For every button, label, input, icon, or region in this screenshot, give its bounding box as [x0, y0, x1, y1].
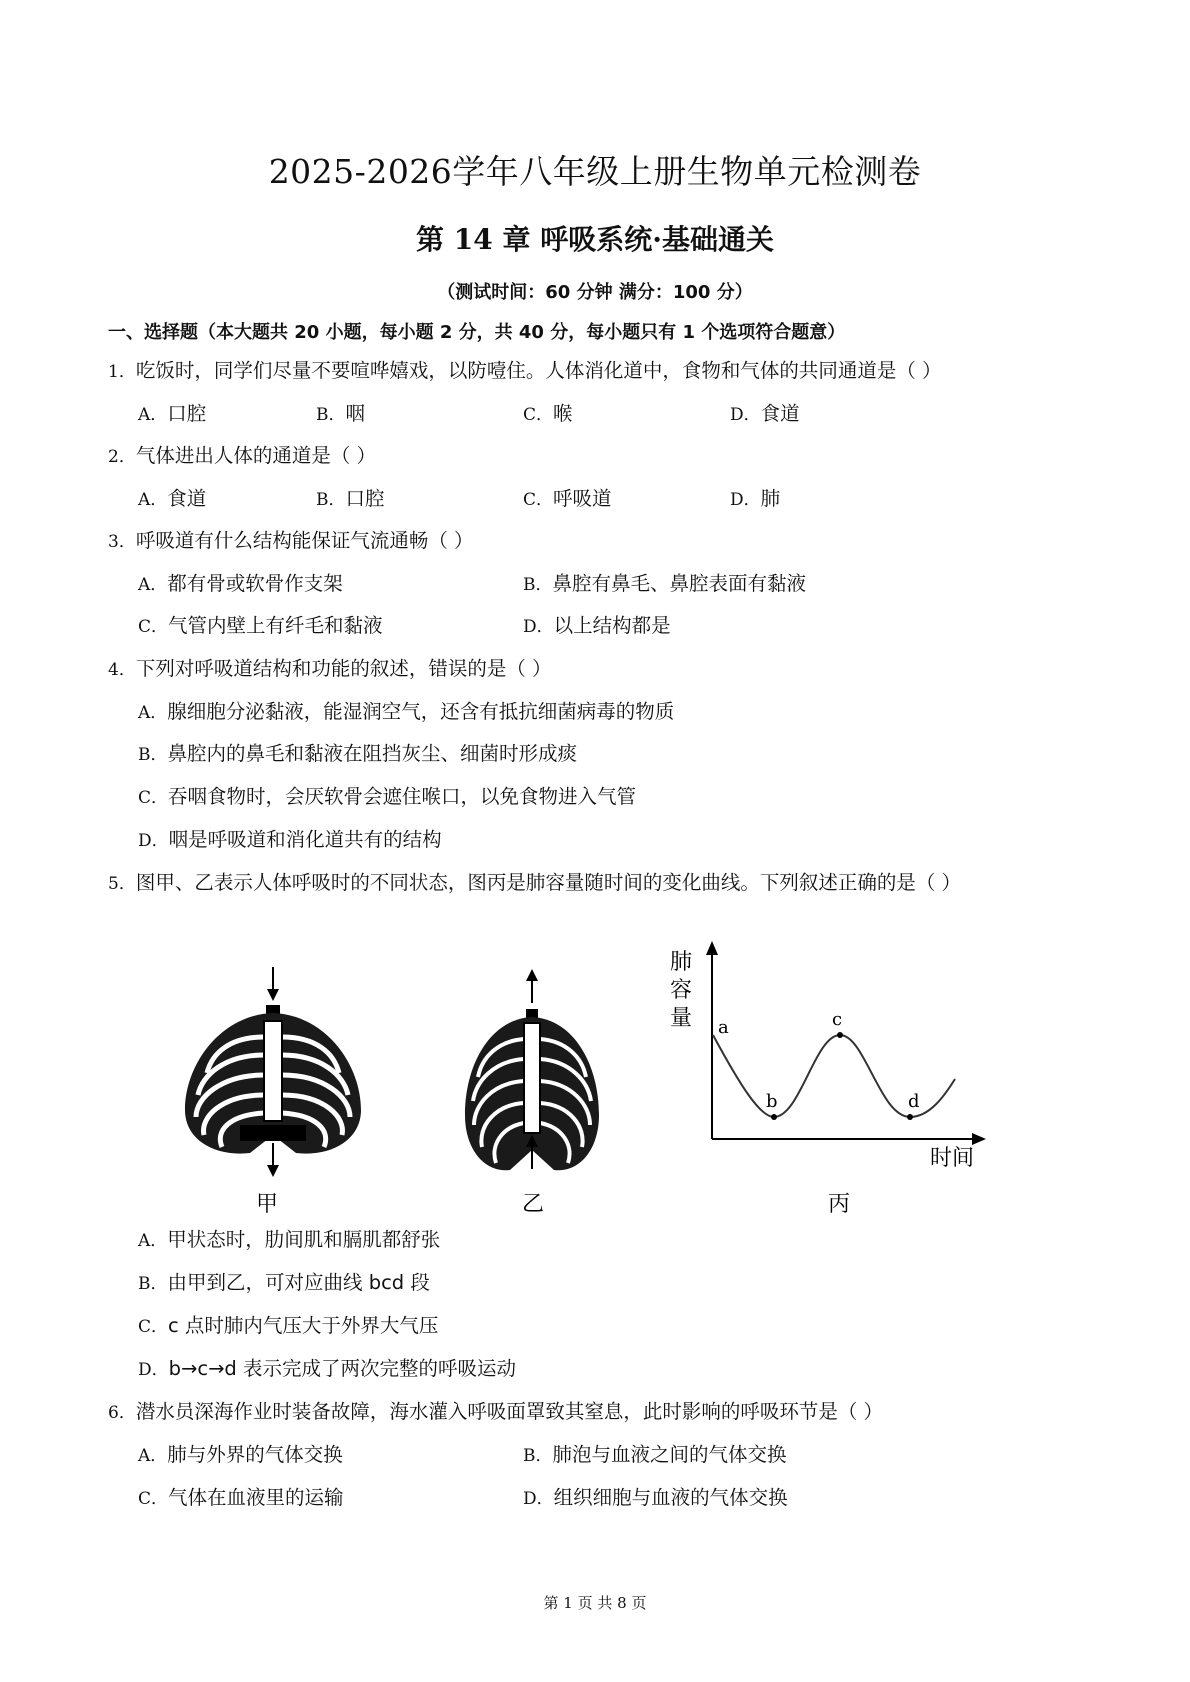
question-text: 吃饭时，同学们尽量不要喧哗嬉戏，以防噎住。人体消化道中，食物和气体的共同通道是（ ）: [135, 359, 942, 382]
ribcage-yi: [465, 969, 599, 1170]
option-letter: B．: [138, 1274, 168, 1294]
option-4d[interactable]: [138, 824, 442, 852]
option-text: 口腔: [345, 487, 385, 510]
exam-meta: （测试时间：60 分钟 满分：100 分）: [437, 282, 753, 303]
label-jia: 甲: [256, 1192, 279, 1215]
option-text: 肺: [760, 487, 781, 510]
option-3b[interactable]: [523, 568, 806, 596]
point-label-b: b: [766, 1091, 778, 1112]
question-1: [108, 355, 942, 383]
label-bing: 丙: [828, 1192, 851, 1215]
option-text: 食道: [167, 487, 207, 510]
option-letter: C．: [138, 788, 169, 808]
option-1a[interactable]: [138, 398, 206, 426]
y-axis-label-3: 量: [670, 1006, 693, 1031]
question-number: 2．: [108, 447, 136, 467]
option-letter: A．: [138, 1446, 168, 1466]
y-axis-label-1: 肺: [670, 950, 693, 975]
option-text: 咽: [345, 402, 366, 425]
point-label-a: a: [718, 1017, 729, 1038]
option-text: 喉: [553, 402, 573, 425]
option-text: 组织细胞与血液的气体交换: [553, 1486, 788, 1509]
question-number: 1．: [108, 362, 136, 382]
question-number: 5．: [108, 874, 136, 894]
option-letter: A．: [138, 1231, 168, 1251]
option-letter: B．: [523, 1446, 553, 1466]
option-text: 鼻腔内的鼻毛和黏液在阻挡灰尘、细菌时形成痰: [167, 742, 578, 765]
option-text: 都有骨或软骨作支架: [167, 572, 343, 595]
option-4c[interactable]: [138, 781, 636, 809]
option-letter: D．: [523, 1489, 554, 1509]
option-3a[interactable]: [138, 568, 343, 596]
option-6a[interactable]: [138, 1439, 343, 1467]
option-2c[interactable]: [523, 483, 612, 511]
option-5b[interactable]: [138, 1267, 430, 1295]
option-5a[interactable]: [138, 1224, 440, 1252]
arrowhead-down-bottom: [267, 1165, 279, 1177]
point-c: [837, 1032, 843, 1038]
x-axis-label: 时间: [930, 1146, 975, 1171]
option-text: c 点时肺内气压大于外界大气压: [168, 1314, 439, 1337]
question-text: 呼吸道有什么结构能保证气流通畅（ ）: [135, 529, 474, 552]
question-text: 下列对呼吸道结构和功能的叙述，错误的是（ ）: [135, 657, 552, 680]
point-label-d: d: [908, 1091, 920, 1112]
question-text: 图甲、乙表示人体呼吸时的不同状态，图丙是肺容量随时间的变化曲线。下列叙述正确的是（ ）: [135, 871, 962, 894]
option-letter: C．: [138, 1489, 169, 1509]
question-number: 4．: [108, 660, 136, 680]
page-title: 2025-2026学年八年级上册生物单元检测卷: [268, 152, 922, 191]
option-text: 甲状态时，肋间肌和膈肌都舒张: [167, 1228, 441, 1251]
option-6d[interactable]: [523, 1482, 788, 1510]
section-heading: 一、选择题（本大题共 20 小题，每小题 2 分，共 40 分，每小题只有 1 个选项符合题意）: [108, 322, 846, 343]
option-letter: A．: [138, 490, 168, 510]
option-2b[interactable]: [316, 483, 385, 511]
option-text: 以上结构都是: [553, 614, 671, 637]
point-b: [771, 1114, 777, 1120]
option-2a[interactable]: [138, 483, 206, 511]
option-letter: D．: [730, 405, 761, 425]
option-letter: C．: [523, 490, 554, 510]
x-axis-arrowhead: [972, 1133, 986, 1145]
option-4a[interactable]: [138, 696, 674, 724]
option-letter: C．: [138, 617, 169, 637]
option-5c[interactable]: [138, 1310, 438, 1338]
option-text: 呼吸道: [553, 487, 612, 510]
option-letter: D．: [138, 1360, 169, 1380]
chapter-subtitle: 第 14 章 呼吸系统·基础通关: [416, 223, 774, 256]
option-letter: A．: [138, 703, 168, 723]
option-text: 气体在血液里的运输: [168, 1486, 344, 1509]
option-letter: D．: [730, 490, 761, 510]
label-yi: 乙: [522, 1192, 545, 1215]
arrowhead-up-top: [526, 969, 538, 981]
question-5: [108, 867, 961, 895]
option-text: 食道: [760, 402, 800, 425]
option-3c[interactable]: [138, 610, 383, 638]
y-axis-label-2: 容: [670, 978, 693, 1003]
page-footer: 第 1 页 共 8 页: [543, 1594, 647, 1612]
question-number: 3．: [108, 532, 136, 552]
option-text: 肺与外界的气体交换: [167, 1443, 343, 1466]
option-text: 口腔: [167, 402, 207, 425]
option-letter: B．: [138, 745, 168, 765]
option-text: 肺泡与血液之间的气体交换: [552, 1443, 787, 1466]
option-letter: B．: [316, 405, 346, 425]
question-2: [108, 440, 376, 468]
question-text: 潜水员深海作业时装备故障，海水灌入呼吸面罩致其窒息，此时影响的呼吸环节是（ ）: [135, 1400, 884, 1423]
question-4: [108, 653, 552, 681]
option-text: 吞咽食物时，会厌软骨会遮住喉口，以免食物进入气管: [168, 785, 637, 808]
option-letter: B．: [523, 575, 553, 595]
point-label-c: c: [832, 1009, 843, 1030]
question-3: [108, 525, 474, 553]
ribcage-jia: [185, 967, 361, 1177]
option-text: 腺细胞分泌黏液，能湿润空气，还含有抵抗细菌病毒的物质: [167, 700, 675, 723]
option-letter: C．: [138, 1317, 169, 1337]
point-d: [907, 1114, 913, 1120]
option-1b[interactable]: [316, 398, 365, 426]
arrowhead-down-top: [267, 989, 279, 1001]
option-letter: A．: [138, 405, 168, 425]
option-letter: D．: [523, 617, 554, 637]
option-text: 鼻腔有鼻毛、鼻腔表面有黏液: [552, 572, 807, 595]
option-text: 由甲到乙，可对应曲线 bcd 段: [167, 1271, 430, 1294]
option-1d[interactable]: [730, 398, 800, 426]
question-6: [108, 1396, 883, 1424]
option-letter: A．: [138, 575, 168, 595]
option-1c[interactable]: [523, 398, 573, 426]
option-5d[interactable]: [138, 1353, 516, 1381]
option-letter: D．: [138, 831, 169, 851]
figure-svg: [160, 925, 1000, 1215]
option-2d[interactable]: [730, 483, 780, 511]
question-text: 气体进出人体的通道是（ ）: [135, 444, 377, 467]
option-letter: C．: [523, 405, 554, 425]
option-text: b→c→d 表示完成了两次完整的呼吸运动: [168, 1357, 516, 1380]
option-3d[interactable]: [523, 610, 671, 638]
y-axis-arrowhead: [706, 941, 718, 955]
option-6c[interactable]: [138, 1482, 344, 1510]
option-4b[interactable]: [138, 738, 577, 766]
option-letter: B．: [316, 490, 346, 510]
option-6b[interactable]: [523, 1439, 787, 1467]
breathing-figure: [160, 925, 1000, 1215]
lung-volume-graph: [670, 941, 986, 1171]
option-text: 气管内壁上有纤毛和黏液: [168, 614, 383, 637]
question-number: 6．: [108, 1403, 136, 1423]
option-text: 咽是呼吸道和消化道共有的结构: [168, 828, 442, 851]
